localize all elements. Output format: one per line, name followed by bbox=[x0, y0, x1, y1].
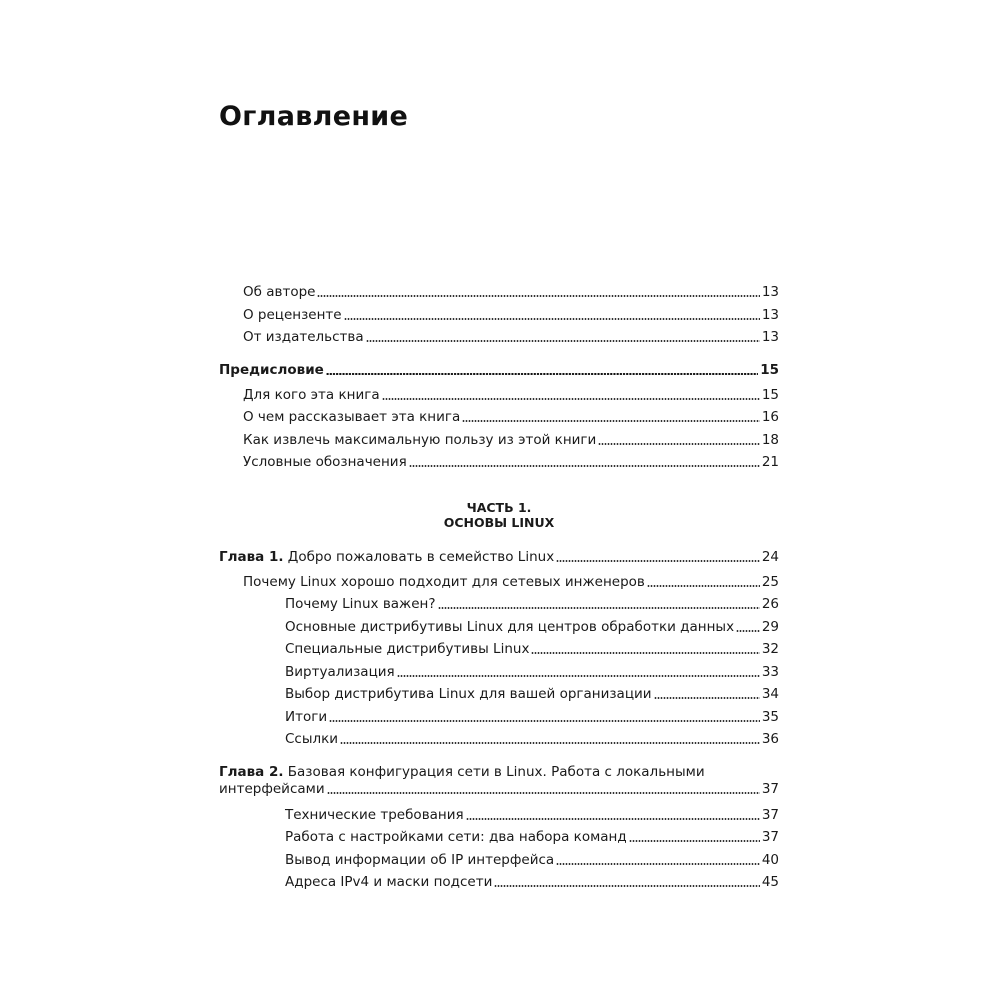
leader-dots bbox=[654, 697, 760, 699]
toc-entry-page: 35 bbox=[761, 709, 779, 725]
toc-entry-label: Технические требования bbox=[285, 807, 464, 823]
leader-dots bbox=[317, 295, 759, 297]
toc-entry-subsection[interactable] bbox=[285, 618, 779, 636]
leader-dots bbox=[462, 420, 760, 422]
leader-dots bbox=[438, 607, 760, 609]
toc-entry-chapter-1[interactable] bbox=[219, 548, 779, 566]
chapter-title: Базовая конфигурация сети в Linux. Работа с локальными bbox=[283, 764, 705, 780]
toc-entry-page: 33 bbox=[761, 664, 779, 680]
toc-entry-page: 32 bbox=[761, 641, 779, 657]
toc-entry-page: 13 bbox=[761, 329, 779, 345]
toc-entry-preface[interactable] bbox=[219, 361, 779, 379]
toc-entry-subsection[interactable] bbox=[285, 873, 779, 891]
leader-dots bbox=[598, 443, 760, 445]
chapter-title-line-2 bbox=[219, 781, 779, 798]
toc-entry-label: Условные обозначения bbox=[243, 454, 407, 470]
chapter-prefix: Глава 1. bbox=[219, 549, 284, 565]
toc-entry-preface-item[interactable] bbox=[243, 386, 779, 404]
toc-entry-page: 16 bbox=[761, 409, 779, 425]
toc-entry-page: 34 bbox=[761, 686, 779, 702]
toc-entry-subsection[interactable] bbox=[285, 851, 779, 869]
toc-entry-preface-item[interactable] bbox=[243, 408, 779, 426]
leader-dots bbox=[397, 675, 760, 677]
toc-entry-label: Почему Linux важен? bbox=[285, 596, 436, 612]
leader-dots bbox=[556, 560, 760, 562]
toc-entry-label: Как извлечь максимальную пользу из этой книги bbox=[243, 432, 597, 448]
toc-entry-page: 25 bbox=[761, 574, 779, 590]
leader-dots bbox=[647, 585, 760, 587]
toc-entry-label: Адреса IPv4 и маски подсети bbox=[285, 874, 493, 890]
toc-entry-page: 45 bbox=[761, 874, 779, 890]
toc-entry-label: О рецензенте bbox=[243, 307, 342, 323]
leader-dots bbox=[382, 398, 760, 400]
toc-entry-label: От издательства bbox=[243, 329, 364, 345]
chapter-title: Добро пожаловать в семейство Linux bbox=[283, 549, 555, 565]
toc-entry-about-reviewer[interactable] bbox=[243, 306, 779, 324]
toc-entry-subsection[interactable] bbox=[285, 663, 779, 681]
toc-entry-page: 21 bbox=[761, 454, 779, 470]
leader-dots bbox=[366, 340, 760, 342]
leader-dots bbox=[326, 373, 758, 375]
toc-entry-page: 29 bbox=[761, 619, 779, 635]
toc-entry-page: 26 bbox=[761, 596, 779, 612]
toc-entry-subsection[interactable] bbox=[285, 595, 779, 613]
toc-entry-page: 13 bbox=[761, 307, 779, 323]
toc-entry-subsection[interactable] bbox=[285, 828, 779, 846]
toc-entry-label: Итоги bbox=[285, 709, 328, 725]
leader-dots bbox=[531, 652, 759, 654]
toc-entry-label: Ссылки bbox=[285, 731, 339, 747]
chapter-prefix: Глава 2. bbox=[219, 764, 284, 780]
toc-entry-label bbox=[219, 548, 554, 566]
toc-entry-label: Вывод информации об IP интерфейса bbox=[285, 852, 555, 868]
toc-entry-page: 37 bbox=[761, 829, 779, 845]
toc-entry-subsection[interactable] bbox=[285, 685, 779, 703]
toc-entry-label: Об авторе bbox=[243, 284, 316, 300]
toc-entry-subsection[interactable] bbox=[285, 730, 779, 748]
chapter-title-line-1 bbox=[219, 764, 779, 781]
toc-entry-preface-item[interactable] bbox=[243, 431, 779, 449]
toc-entry-page: 37 bbox=[761, 807, 779, 823]
toc-entry-section[interactable] bbox=[243, 573, 779, 591]
toc-entry-from-publisher[interactable] bbox=[243, 328, 779, 346]
toc-entry-label: Для кого эта книга bbox=[243, 387, 380, 403]
part-title: ОСНОВЫ LINUX bbox=[443, 515, 555, 530]
toc-entry-label: О чем рассказывает эта книга bbox=[243, 409, 461, 425]
toc-entry-subsection[interactable] bbox=[285, 806, 779, 824]
toc-entry-page: 18 bbox=[761, 432, 779, 448]
toc-entry-label: Основные дистрибутивы Linux для центров обработки данных bbox=[285, 619, 735, 635]
part-heading bbox=[219, 500, 779, 530]
leader-dots bbox=[329, 720, 760, 722]
leader-dots bbox=[466, 818, 760, 820]
toc-entry-page: 13 bbox=[761, 284, 779, 300]
leader-dots bbox=[736, 630, 760, 632]
leader-dots bbox=[327, 792, 760, 794]
page-title: Оглавление bbox=[219, 101, 409, 132]
toc-entry-preface-item[interactable] bbox=[243, 453, 779, 471]
toc-entry-subsection[interactable] bbox=[285, 708, 779, 726]
chapter-title-continued: интерфейсами bbox=[219, 781, 325, 797]
toc-entry-label: Почему Linux хорошо подходит для сетевых инженеров bbox=[243, 574, 645, 590]
toc-entry-label: Виртуализация bbox=[285, 664, 395, 680]
toc-entry-label: Работа с настройками сети: два набора команд bbox=[285, 829, 627, 845]
toc-entry-subsection[interactable] bbox=[285, 640, 779, 658]
leader-dots bbox=[409, 465, 760, 467]
leader-dots bbox=[494, 885, 759, 887]
toc-entry-page: 15 bbox=[761, 387, 779, 403]
toc-entry-page: 36 bbox=[761, 731, 779, 747]
toc-entry-about-author[interactable] bbox=[243, 283, 779, 301]
toc-entry-label: Выбор дистрибутива Linux для вашей организации bbox=[285, 686, 652, 702]
toc-entry-page: 37 bbox=[761, 781, 779, 797]
toc-entry-page: 24 bbox=[761, 549, 779, 565]
part-number: ЧАСТЬ 1. bbox=[466, 500, 532, 515]
toc-entry-page: 15 bbox=[760, 362, 779, 378]
leader-dots bbox=[344, 318, 760, 320]
toc-entry-label: Специальные дистрибутивы Linux bbox=[285, 641, 530, 657]
toc-entry-label: Предисловие bbox=[219, 362, 324, 378]
leader-dots bbox=[340, 742, 760, 744]
toc-entry-chapter-2[interactable] bbox=[219, 764, 779, 798]
leader-dots bbox=[629, 840, 760, 842]
leader-dots bbox=[556, 863, 760, 865]
toc-entry-page: 40 bbox=[761, 852, 779, 868]
